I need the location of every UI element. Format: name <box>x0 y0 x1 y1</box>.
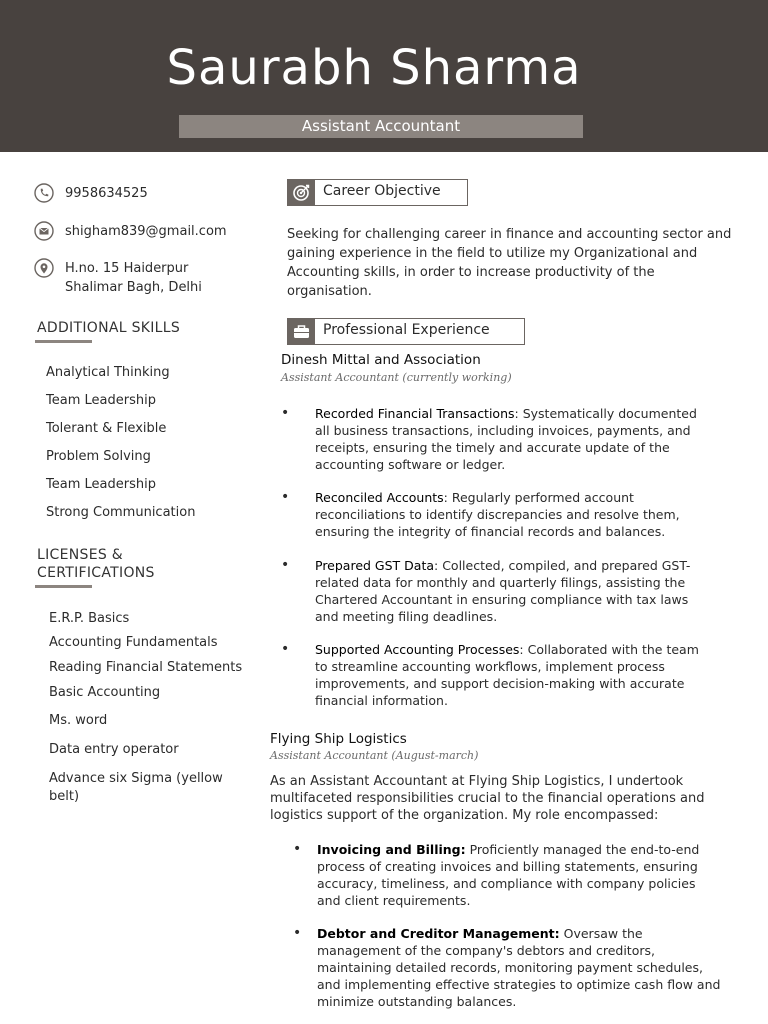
bullet-text: : Collaborated with the team to streamline accounting workflows, implement process improvements, and support decision-making with accurate financial information. <box>315 642 699 708</box>
address-line-2: Shalimar Bagh, Delhi <box>65 280 202 295</box>
license-item: Accounting Fundamentals <box>49 635 218 650</box>
license-item: Advance six Sigma (yellow <box>49 771 223 786</box>
job-role: Assistant Accountant (currently working) <box>281 371 512 384</box>
licenses-heading <box>37 546 155 582</box>
career-objective-text: Seeking for challenging career in finance and accounting sector and gaining experience in the field to utilize my Organizational and Accounting skills, in order to increase productivity of the organisation. <box>287 227 732 299</box>
email-icon <box>34 221 54 241</box>
job-bullet <box>281 557 711 625</box>
bullet-text: Oversaw the management of the company's debtors and creditors, maintaining detailed records, monitoring payment schedules, and implementing effective strategies to optimize cash flow and minimize outstanding balances. <box>317 926 721 1009</box>
bullet-label: Reconciled Accounts <box>315 490 444 505</box>
bullet-icon: • <box>281 489 290 505</box>
briefcase-icon <box>288 319 315 344</box>
license-item-continued: belt) <box>49 789 80 804</box>
professional-experience-heading <box>287 318 525 345</box>
license-item: Data entry operator <box>49 742 179 757</box>
target-icon <box>288 180 315 205</box>
professional-experience-title: Professional Experience <box>323 322 490 338</box>
skill-item: Strong Communication <box>46 505 196 520</box>
email-address[interactable]: shigham839@gmail.com <box>65 224 227 239</box>
bullet-label: Recorded Financial Transactions <box>315 406 515 421</box>
bullet-icon: • <box>281 557 290 573</box>
bullet-label: Prepared GST Data <box>315 558 435 573</box>
skills-heading: ADDITIONAL SKILLS <box>37 320 181 336</box>
resume-header <box>0 0 768 152</box>
job-bullet <box>293 841 717 909</box>
bullet-icon: • <box>293 841 302 857</box>
phone-icon <box>34 183 54 203</box>
bullet-label: Debtor and Creditor Management: <box>317 926 560 941</box>
phone-number[interactable]: 9958634525 <box>65 186 148 201</box>
job-title-banner: Assistant Accountant <box>179 115 583 138</box>
bullet-text: Proficiently managed the end-to-end process of creating invoices and billing statements, ensuring accuracy, timeliness, and compliance with company policies and client requirements. <box>317 842 700 908</box>
licenses-heading-line2: CERTIFICATIONS <box>37 565 155 581</box>
license-item: E.R.P. Basics <box>49 611 130 626</box>
job-bullet <box>281 405 715 473</box>
address-line-1: H.no. 15 Haiderpur <box>65 261 189 276</box>
location-pin-icon <box>34 258 54 278</box>
job-bullet <box>281 489 705 540</box>
job-bullet <box>293 925 721 1010</box>
bullet-text: : Systematically documented all business transactions, including invoices, payments, and receipts, ensuring the timely and accurate update of the accounting software or ledger. <box>315 406 697 472</box>
licenses-heading-underline <box>35 585 92 588</box>
job-company: Dinesh Mittal and Association <box>281 352 481 368</box>
job-role: Assistant Accountant (August-march) <box>270 749 479 762</box>
job-company: Flying Ship Logistics <box>270 731 407 747</box>
skill-item: Team Leadership <box>46 477 156 492</box>
skill-item: Problem Solving <box>46 449 151 464</box>
license-item: Reading Financial Statements <box>49 660 243 675</box>
bullet-text: : Collected, compiled, and prepared GST-related data for monthly and quarterly filings, assisting the Chartered Accountant in ensuring compliance with tax laws and meeting filing deadlines. <box>315 558 691 624</box>
candidate-name: Saurabh Sharma <box>166 40 582 96</box>
career-objective-title: Career Objective <box>323 183 441 199</box>
skill-item: Tolerant & Flexible <box>46 421 167 436</box>
bullet-text: : Regularly performed account reconciliations to identify discrepancies and resolve them, ensuring the integrity of financial records and balances. <box>315 490 680 539</box>
bullet-icon: • <box>293 925 302 941</box>
job-intro: As an Assistant Accountant at Flying Ship Logistics, I undertook multifaceted responsibilities crucial to the financial operations and logistics support of the organization. My role encompassed: <box>270 774 705 823</box>
bullet-label: Invoicing and Billing: <box>317 842 466 857</box>
job-bullet <box>281 641 715 709</box>
skill-item: Team Leadership <box>46 393 156 408</box>
career-objective-heading <box>287 179 468 206</box>
licenses-heading-line1: LICENSES & <box>37 547 124 563</box>
skill-item: Analytical Thinking <box>46 365 170 380</box>
bullet-label: Supported Accounting Processes <box>315 642 520 657</box>
skills-heading-underline <box>35 340 92 343</box>
bullet-icon: • <box>281 641 290 657</box>
license-item: Ms. word <box>49 713 108 728</box>
bullet-icon: • <box>281 405 290 421</box>
license-item: Basic Accounting <box>49 685 161 700</box>
